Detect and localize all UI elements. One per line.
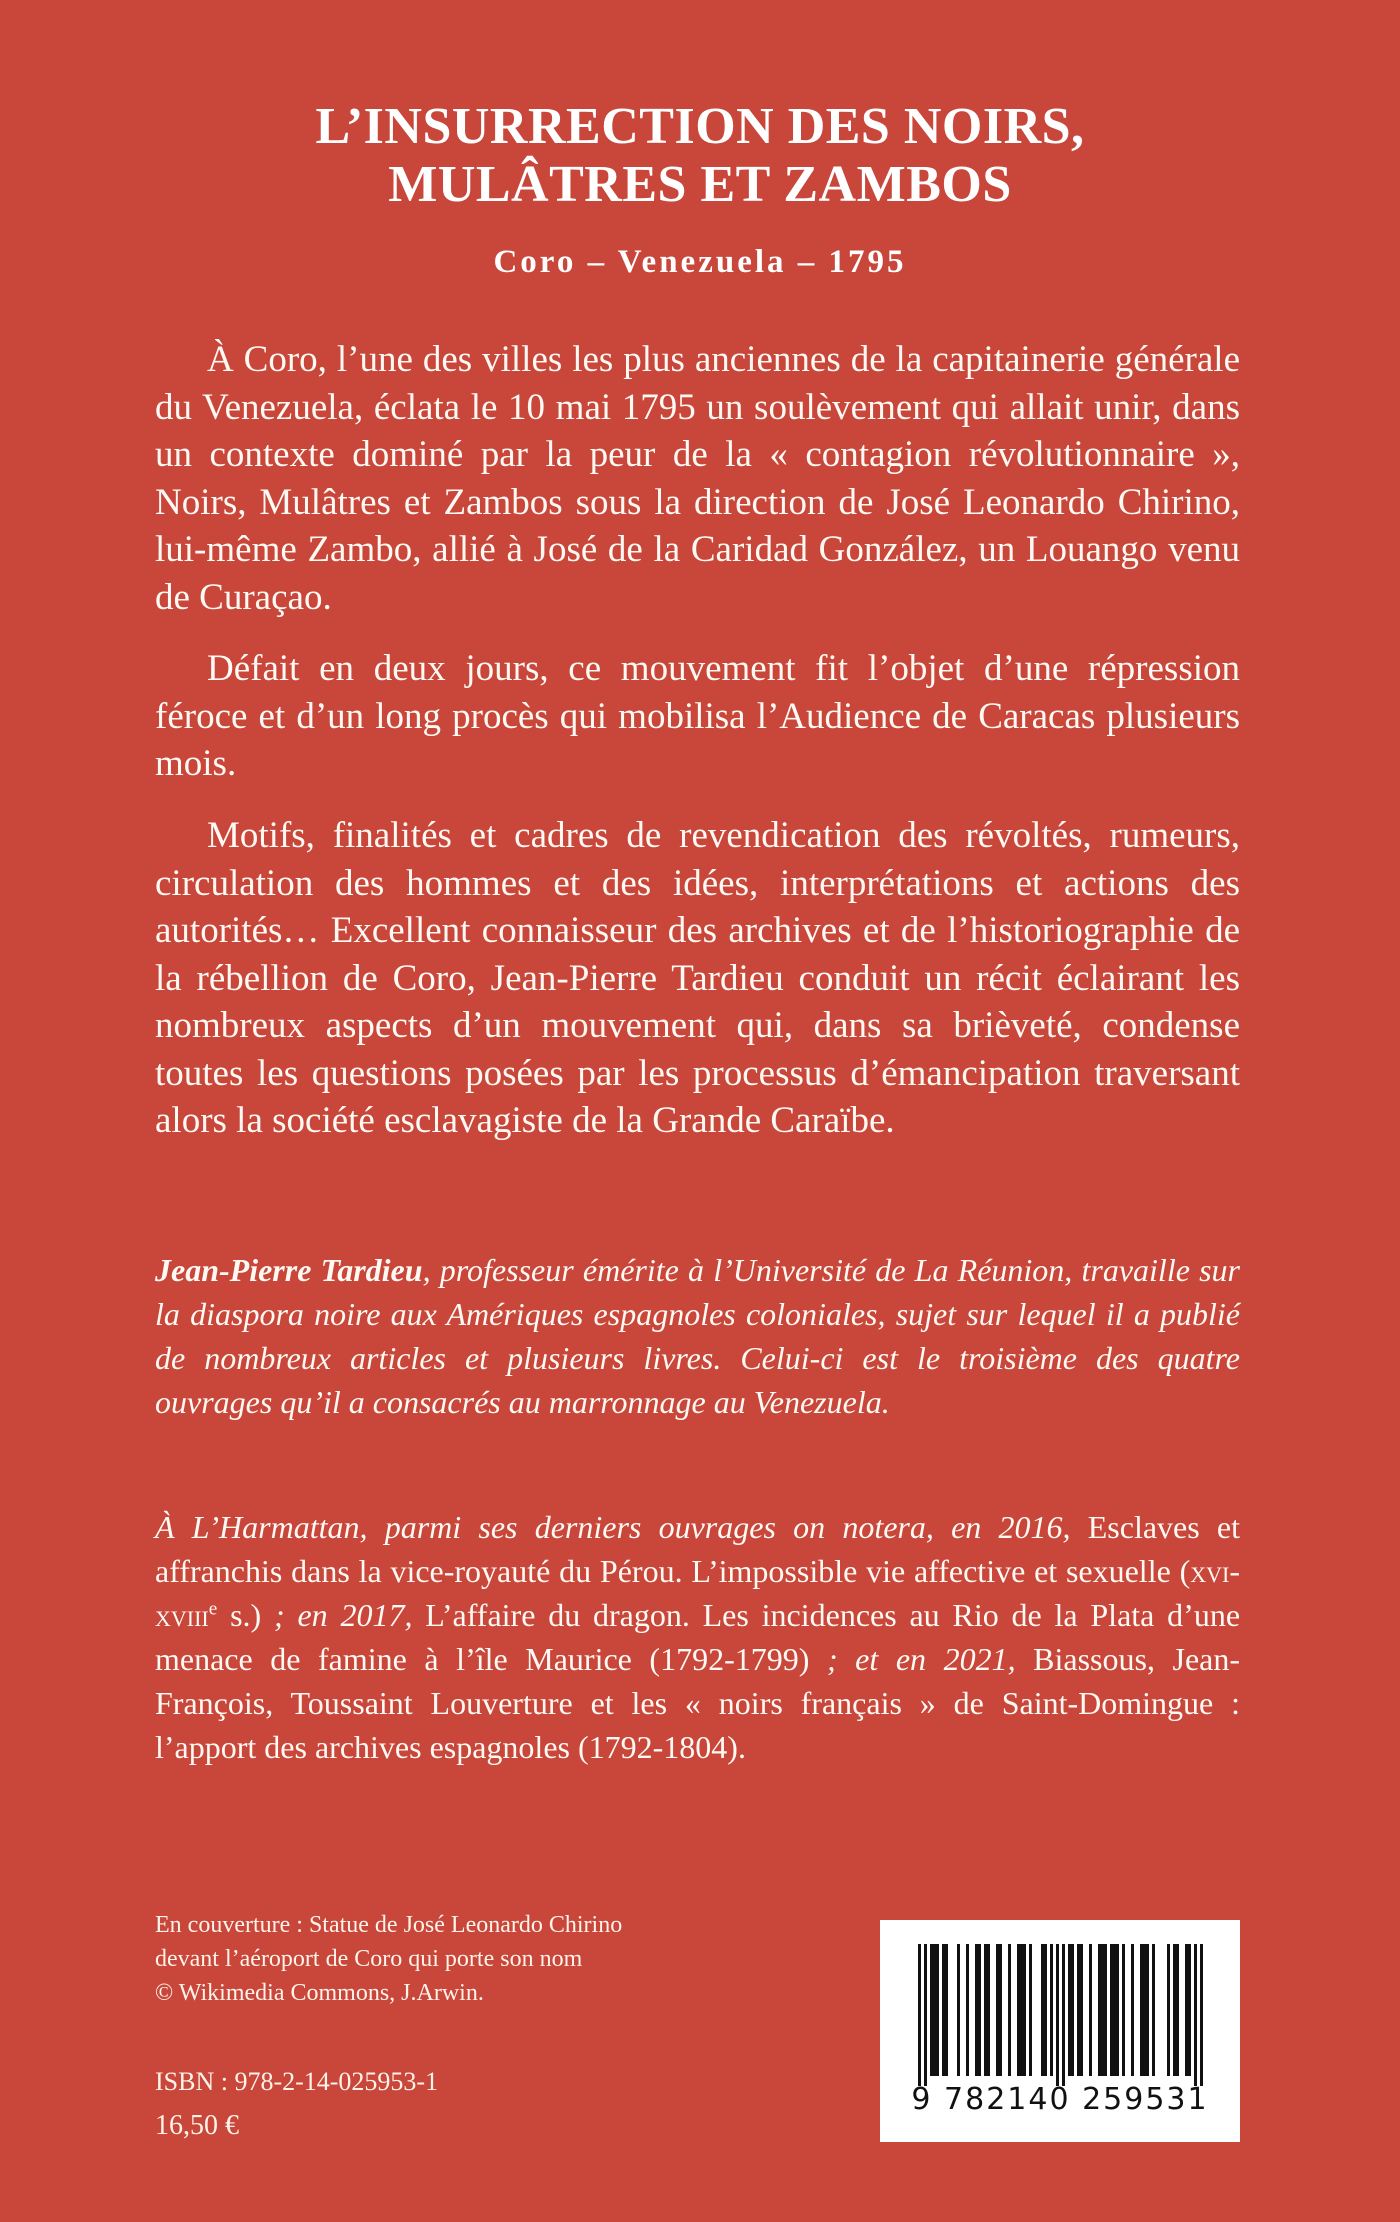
barcode-bar <box>1023 1944 1026 2076</box>
book-title-line-1: L’INSURRECTION DES NOIRS, <box>315 98 1085 155</box>
barcode-bar <box>1113 1944 1116 2076</box>
barcode-bar <box>1194 1944 1197 2086</box>
author-bio <box>155 1248 1240 1424</box>
barcode-bar <box>1173 1944 1176 2076</box>
barcode-bar <box>918 1944 921 2086</box>
barcode-bar <box>1176 1944 1179 2076</box>
work-title-1: Esclaves et affranchis dans la vice-royauté du Pérou. L’impossible vie affective et sexuelle ( <box>155 1509 1240 1589</box>
summary-paragraph-3 <box>155 812 1240 1145</box>
barcode-bar <box>1008 1944 1011 2076</box>
barcode-bar <box>1200 1944 1203 2086</box>
barcode-bar <box>1017 1944 1020 2076</box>
book-subtitle: Coro – Venezuela – 1795 <box>493 244 907 280</box>
barcode-bar <box>942 1944 945 2076</box>
barcode-bar <box>930 1944 933 2076</box>
barcode-bar <box>1122 1944 1125 2076</box>
barcode-bar <box>1020 1944 1023 2076</box>
barcode-bar <box>1071 1944 1074 2076</box>
barcode-bar <box>1056 1944 1059 2086</box>
barcode-bar <box>1140 1944 1143 2076</box>
barcode-bar <box>978 1944 981 2076</box>
barcode-bar <box>999 1944 1002 2076</box>
barcode-bar <box>1068 1944 1071 2076</box>
barcode-bar <box>1116 1944 1119 2076</box>
barcode <box>880 1920 1240 2142</box>
author-bio-text: , professeur émérite à l’Université de La Réunion, travaille sur la diaspora noire aux Amériques espagnoles coloniales, sujet sur lequel il a publié de nombreux articles et plusieurs livres. Celui-ci est le troisième des quatre ouvrages qu’il a consacrés au marronnage au Venezuela. <box>155 1252 1241 1420</box>
work-title-2: L’affaire du dragon. Les incidences au Rio de la Plata d’une menace de famine à l’île Maurice (1792-1799) <box>155 1597 1241 1677</box>
book-title-line-2: MULÂTRES ET ZAMBOS <box>388 156 1012 213</box>
barcode-bar <box>1146 1944 1149 2076</box>
barcode-bar <box>1101 1944 1104 2076</box>
summary-text-2: Défait en deux jours, ce mouvement fit l’objet d’une répression féroce et d’un long procès qui mobilisa l’Audience de Caracas plusieurs mois. <box>155 648 1240 784</box>
credits-line-3: © Wikimedia Commons, J.Arwin. <box>155 1980 484 2006</box>
work-title-3: Biassous, Jean-François, Toussaint Louverture et les « noirs français » de Saint-Domingue : l’apport des archives espagnoles (1792-1804). <box>155 1641 1241 1765</box>
barcode-bar <box>996 1944 999 2076</box>
barcode-bar <box>1044 1944 1047 2076</box>
barcode-bar <box>1080 1944 1083 2076</box>
barcode-bar <box>1167 1944 1170 2076</box>
summary-text-3: Motifs, finalités et cadres de revendication des révoltés, rumeurs, circulation des hommes et des idées, interprétations et actions des autorités… Excellent connaisseur des archives et de l’historiographie de la rébellion de Coro, Jean-Pierre Tardieu conduit un récit éclairant les nombreux aspects d’un mouvement qui, dans sa brièveté, condense toutes les questions posées par les processus d’émancipation traversant alors la société esclavagiste de la Grande Caraïbe. <box>155 815 1240 1141</box>
barcode-bar <box>933 1944 936 2076</box>
barcode-bar <box>987 1944 990 2076</box>
barcode-bar <box>1152 1944 1155 2076</box>
summary-paragraph-2 <box>155 645 1240 788</box>
isbn: ISBN : 978-2-14-025953-1 <box>155 2067 439 2096</box>
barcode-bar <box>1185 1944 1188 2076</box>
barcode-bar <box>1062 1944 1065 2086</box>
author-works <box>155 1505 1240 1769</box>
barcode-bar <box>945 1944 948 2076</box>
work-title-1-sup: e <box>208 1598 218 1620</box>
price: 16,50 € <box>155 2110 239 2141</box>
barcode-bar <box>924 1944 927 2086</box>
works-separator-3: ; et en 2021, <box>809 1641 1016 1677</box>
author-name: Jean-Pierre Tardieu <box>155 1252 423 1288</box>
barcode-bar <box>984 1944 987 2076</box>
barcode-bar <box>1077 1944 1080 2076</box>
summary-paragraph-1 <box>155 336 1240 621</box>
summary-text-1: À Coro, l’une des villes les plus anciennes de la capitainerie générale du Venezuela, éclata le 10 mai 1795 un soulèvement qui allait unir, dans un contexte dominé par la peur de la « contagion révolutionnaire », Noirs, Mulâtres et Zambos sous la direction de José Leonardo Chirino, lui-même Zambo, allié à José de la Caridad González, un Louango venu de Curaçao. <box>155 339 1240 618</box>
barcode-bar <box>1098 1944 1101 2076</box>
barcode-bar <box>1110 1944 1113 2076</box>
barcode-bar <box>1050 1944 1053 2076</box>
credits-line-1: En couverture : Statue de José Leonardo Chirino <box>155 1912 623 1938</box>
barcode-bar <box>1143 1944 1146 2076</box>
barcode-bar <box>1104 1944 1107 2076</box>
barcode-bar <box>1029 1944 1032 2076</box>
barcode-bar <box>1131 1944 1134 2076</box>
barcode-bar <box>975 1944 978 2076</box>
cover-credits <box>155 1908 755 2010</box>
barcode-bar <box>936 1944 939 2076</box>
credits-line-2: devant l’aéroport de Coro qui porte son nom <box>155 1946 583 1972</box>
barcode-bar <box>1041 1944 1044 2076</box>
barcode-bar <box>1188 1944 1191 2076</box>
works-separator-2: ; en 2017, <box>261 1597 413 1633</box>
barcode-bar <box>966 1944 969 2076</box>
barcode-bar <box>1089 1944 1092 2076</box>
works-intro: À L’Harmattan, parmi ses derniers ouvrages on notera, en 2016, <box>155 1509 1071 1545</box>
work-title-1-end: s.) <box>217 1597 262 1633</box>
barcode-bar <box>957 1944 960 2076</box>
barcode-digits: 9 782140 259531 <box>911 2082 1209 2117</box>
work-title-1-century: xvi-xviii <box>155 1553 1240 1633</box>
